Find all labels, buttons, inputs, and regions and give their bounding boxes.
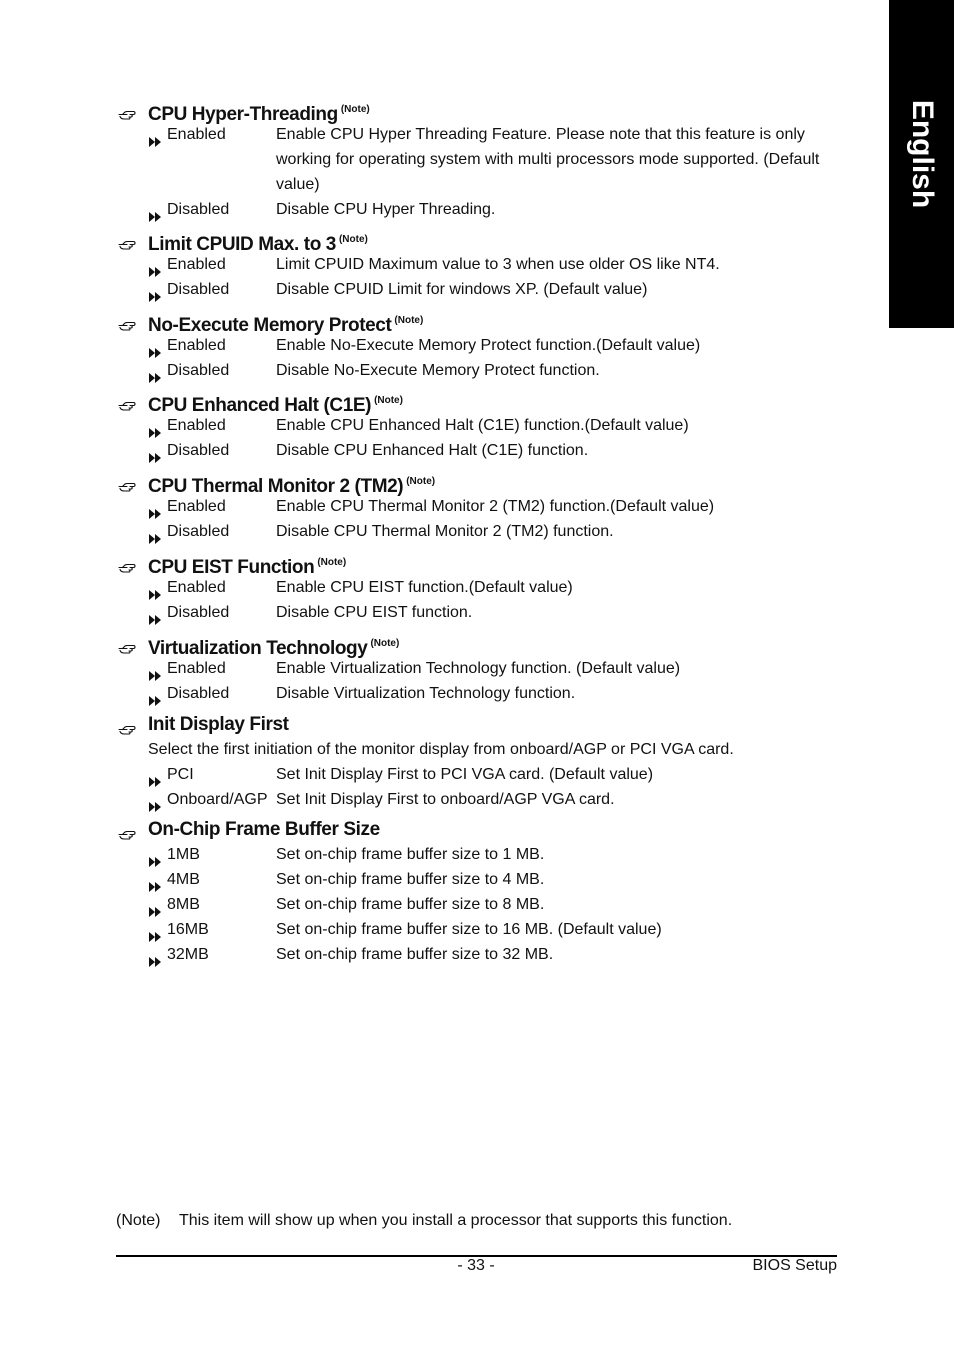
section-cpu-enhanced-halt-c1e <box>118 389 838 463</box>
section-virtualization-technology <box>118 632 838 706</box>
option-description: Set on-chip frame buffer size to 16 MB. (Default value) <box>276 921 662 938</box>
option-row <box>118 277 838 302</box>
section-title-text: No-Execute Memory Protect <box>148 315 392 336</box>
option-value: 16MB <box>167 921 209 938</box>
option-description: Set Init Display First to PCI VGA card. (Default value) <box>276 766 654 783</box>
option-description: Enable CPU EIST function.(Default value) <box>276 579 573 596</box>
double-arrow-icon <box>149 795 161 805</box>
section-title-text: On-Chip Frame Buffer Size <box>148 819 380 840</box>
option-value: 1MB <box>167 846 200 863</box>
option-description: Set on-chip frame buffer size to 1 MB. <box>276 846 545 863</box>
option-value: Disabled <box>167 201 230 218</box>
double-arrow-icon <box>149 205 161 215</box>
pointing-hand-icon <box>118 475 136 487</box>
pointing-hand-icon <box>118 556 136 568</box>
option-row <box>118 575 838 600</box>
double-arrow-icon <box>149 608 161 618</box>
pointing-hand-icon <box>118 233 136 245</box>
section-title <box>148 818 380 842</box>
section-title-text: CPU Enhanced Halt (C1E) <box>148 395 372 416</box>
section-limit-cpuid-max-to-3 <box>118 228 838 302</box>
footnote-label: (Note) <box>116 1212 161 1229</box>
pointing-hand-icon <box>118 314 136 326</box>
option-value: Enabled <box>167 498 226 515</box>
option-description: Limit CPUID Maximum value to 3 when use older OS like NT4. <box>276 256 720 273</box>
section-on-chip-frame-buffer-size <box>118 818 838 967</box>
option-value: Disabled <box>167 685 230 702</box>
option-row <box>118 842 838 867</box>
section-title-text: CPU Hyper-Threading <box>148 104 338 125</box>
option-value: Disabled <box>167 442 230 459</box>
option-value: Disabled <box>167 362 230 379</box>
double-arrow-icon <box>149 260 161 270</box>
option-row <box>118 438 838 463</box>
note-marker: (Note) <box>338 234 368 245</box>
section-title <box>148 713 289 737</box>
double-arrow-icon <box>149 875 161 885</box>
note-marker: (Note) <box>340 104 370 115</box>
page-number: - 33 - <box>457 1257 495 1274</box>
option-description: Enable No-Execute Memory Protect function.(Default value) <box>276 337 701 354</box>
section-cpu-thermal-monitor-2-tm2 <box>118 470 838 544</box>
section-description: Select the first initiation of the monitor display from onboard/AGP or PCI VGA card. <box>148 741 734 758</box>
section-heading <box>118 228 838 255</box>
option-description: Disable CPU Hyper Threading. <box>276 201 496 218</box>
double-arrow-icon <box>149 770 161 780</box>
pointing-hand-icon <box>118 718 136 730</box>
note-marker: (Note) <box>317 557 347 568</box>
option-value: Onboard/AGP <box>167 791 268 808</box>
language-tab-label: English <box>905 99 939 209</box>
option-value: Enabled <box>167 417 226 434</box>
option-row <box>118 600 838 625</box>
footnote-text: This item will show up when you install a processor that supports this function. <box>179 1212 733 1229</box>
option-description: Disable CPU EIST function. <box>276 604 473 621</box>
option-value: Disabled <box>167 604 230 621</box>
double-arrow-icon <box>149 583 161 593</box>
option-row <box>118 197 838 222</box>
section-cpu-hyper-threading <box>118 98 838 222</box>
option-description: Disable CPU Enhanced Halt (C1E) function. <box>276 442 589 459</box>
double-arrow-icon <box>149 130 161 140</box>
pointing-hand-icon <box>118 637 136 649</box>
section-title-text: Virtualization Technology <box>148 638 368 659</box>
section-heading <box>118 713 838 737</box>
section-title-text: CPU EIST Function <box>148 557 315 578</box>
double-arrow-icon <box>149 900 161 910</box>
option-value: Enabled <box>167 579 226 596</box>
section-heading <box>118 389 838 416</box>
option-value: Enabled <box>167 256 226 273</box>
option-description: Disable CPUID Limit for windows XP. (Default value) <box>276 281 648 298</box>
section-heading <box>118 470 838 497</box>
double-arrow-icon <box>149 527 161 537</box>
option-value: Enabled <box>167 337 226 354</box>
note-marker: (Note) <box>374 395 403 406</box>
pointing-hand-icon <box>118 823 136 835</box>
section-init-display-first <box>118 713 838 812</box>
note-marker: (Note) <box>370 638 400 649</box>
option-row <box>118 519 838 544</box>
double-arrow-icon <box>149 285 161 295</box>
option-row <box>118 413 838 438</box>
section-heading <box>118 632 838 659</box>
option-row <box>118 917 838 942</box>
double-arrow-icon <box>149 366 161 376</box>
language-tab <box>889 0 954 328</box>
footer-section-title: BIOS Setup <box>752 1257 837 1274</box>
option-row <box>118 656 838 681</box>
option-value: 4MB <box>167 871 200 888</box>
option-row <box>118 252 838 277</box>
option-value: 8MB <box>167 896 200 913</box>
section-heading <box>118 551 838 578</box>
option-description: Set Init Display First to onboard/AGP VGA card. <box>276 791 615 808</box>
section-heading <box>118 98 838 125</box>
pointing-hand-icon <box>118 394 136 406</box>
double-arrow-icon <box>149 950 161 960</box>
option-description: Set on-chip frame buffer size to 32 MB. <box>276 946 554 963</box>
option-description: Set on-chip frame buffer size to 4 MB. <box>276 871 545 888</box>
double-arrow-icon <box>149 664 161 674</box>
option-description: Disable Virtualization Technology function. <box>276 685 576 702</box>
section-heading <box>118 309 838 336</box>
option-row <box>118 787 838 812</box>
section-no-execute-memory-protect <box>118 309 838 383</box>
option-value: Disabled <box>167 281 230 298</box>
double-arrow-icon <box>149 925 161 935</box>
double-arrow-icon <box>149 446 161 456</box>
note-marker: (Note) <box>394 315 424 326</box>
option-row <box>118 494 838 519</box>
option-description: Enable CPU Hyper Threading Feature. Please note that this feature is only working for operating system with multi processors mode supported. (Default value) <box>276 126 820 193</box>
option-description: Enable Virtualization Technology function. (Default value) <box>276 660 681 677</box>
double-arrow-icon <box>149 502 161 512</box>
option-description: Enable CPU Enhanced Halt (C1E) function.(Default value) <box>276 417 689 434</box>
option-row <box>118 333 838 358</box>
note-marker: (Note) <box>406 476 436 487</box>
option-row <box>118 867 838 892</box>
option-value: PCI <box>167 766 194 783</box>
option-value: 32MB <box>167 946 209 963</box>
section-title-text: Limit CPUID Max. to 3 <box>148 234 336 255</box>
option-row <box>118 942 838 967</box>
option-value: Disabled <box>167 523 230 540</box>
section-cpu-eist-function <box>118 551 838 625</box>
double-arrow-icon <box>149 850 161 860</box>
option-description: Set on-chip frame buffer size to 8 MB. <box>276 896 545 913</box>
option-description: Disable CPU Thermal Monitor 2 (TM2) function. <box>276 523 614 540</box>
option-row <box>118 358 838 383</box>
section-heading <box>118 818 838 842</box>
footnote <box>116 1208 733 1233</box>
double-arrow-icon <box>149 341 161 351</box>
option-value: Enabled <box>167 126 226 143</box>
option-row <box>118 122 838 197</box>
section-title-text: Init Display First <box>148 714 289 735</box>
option-row <box>118 681 838 706</box>
option-description: Disable No-Execute Memory Protect function. <box>276 362 600 379</box>
option-description: Enable CPU Thermal Monitor 2 (TM2) function.(Default value) <box>276 498 715 515</box>
double-arrow-icon <box>149 689 161 699</box>
double-arrow-icon <box>149 421 161 431</box>
pointing-hand-icon <box>118 103 136 115</box>
section-title-text: CPU Thermal Monitor 2 (TM2) <box>148 476 404 497</box>
option-row <box>118 892 838 917</box>
option-row <box>118 762 838 787</box>
option-value: Enabled <box>167 660 226 677</box>
